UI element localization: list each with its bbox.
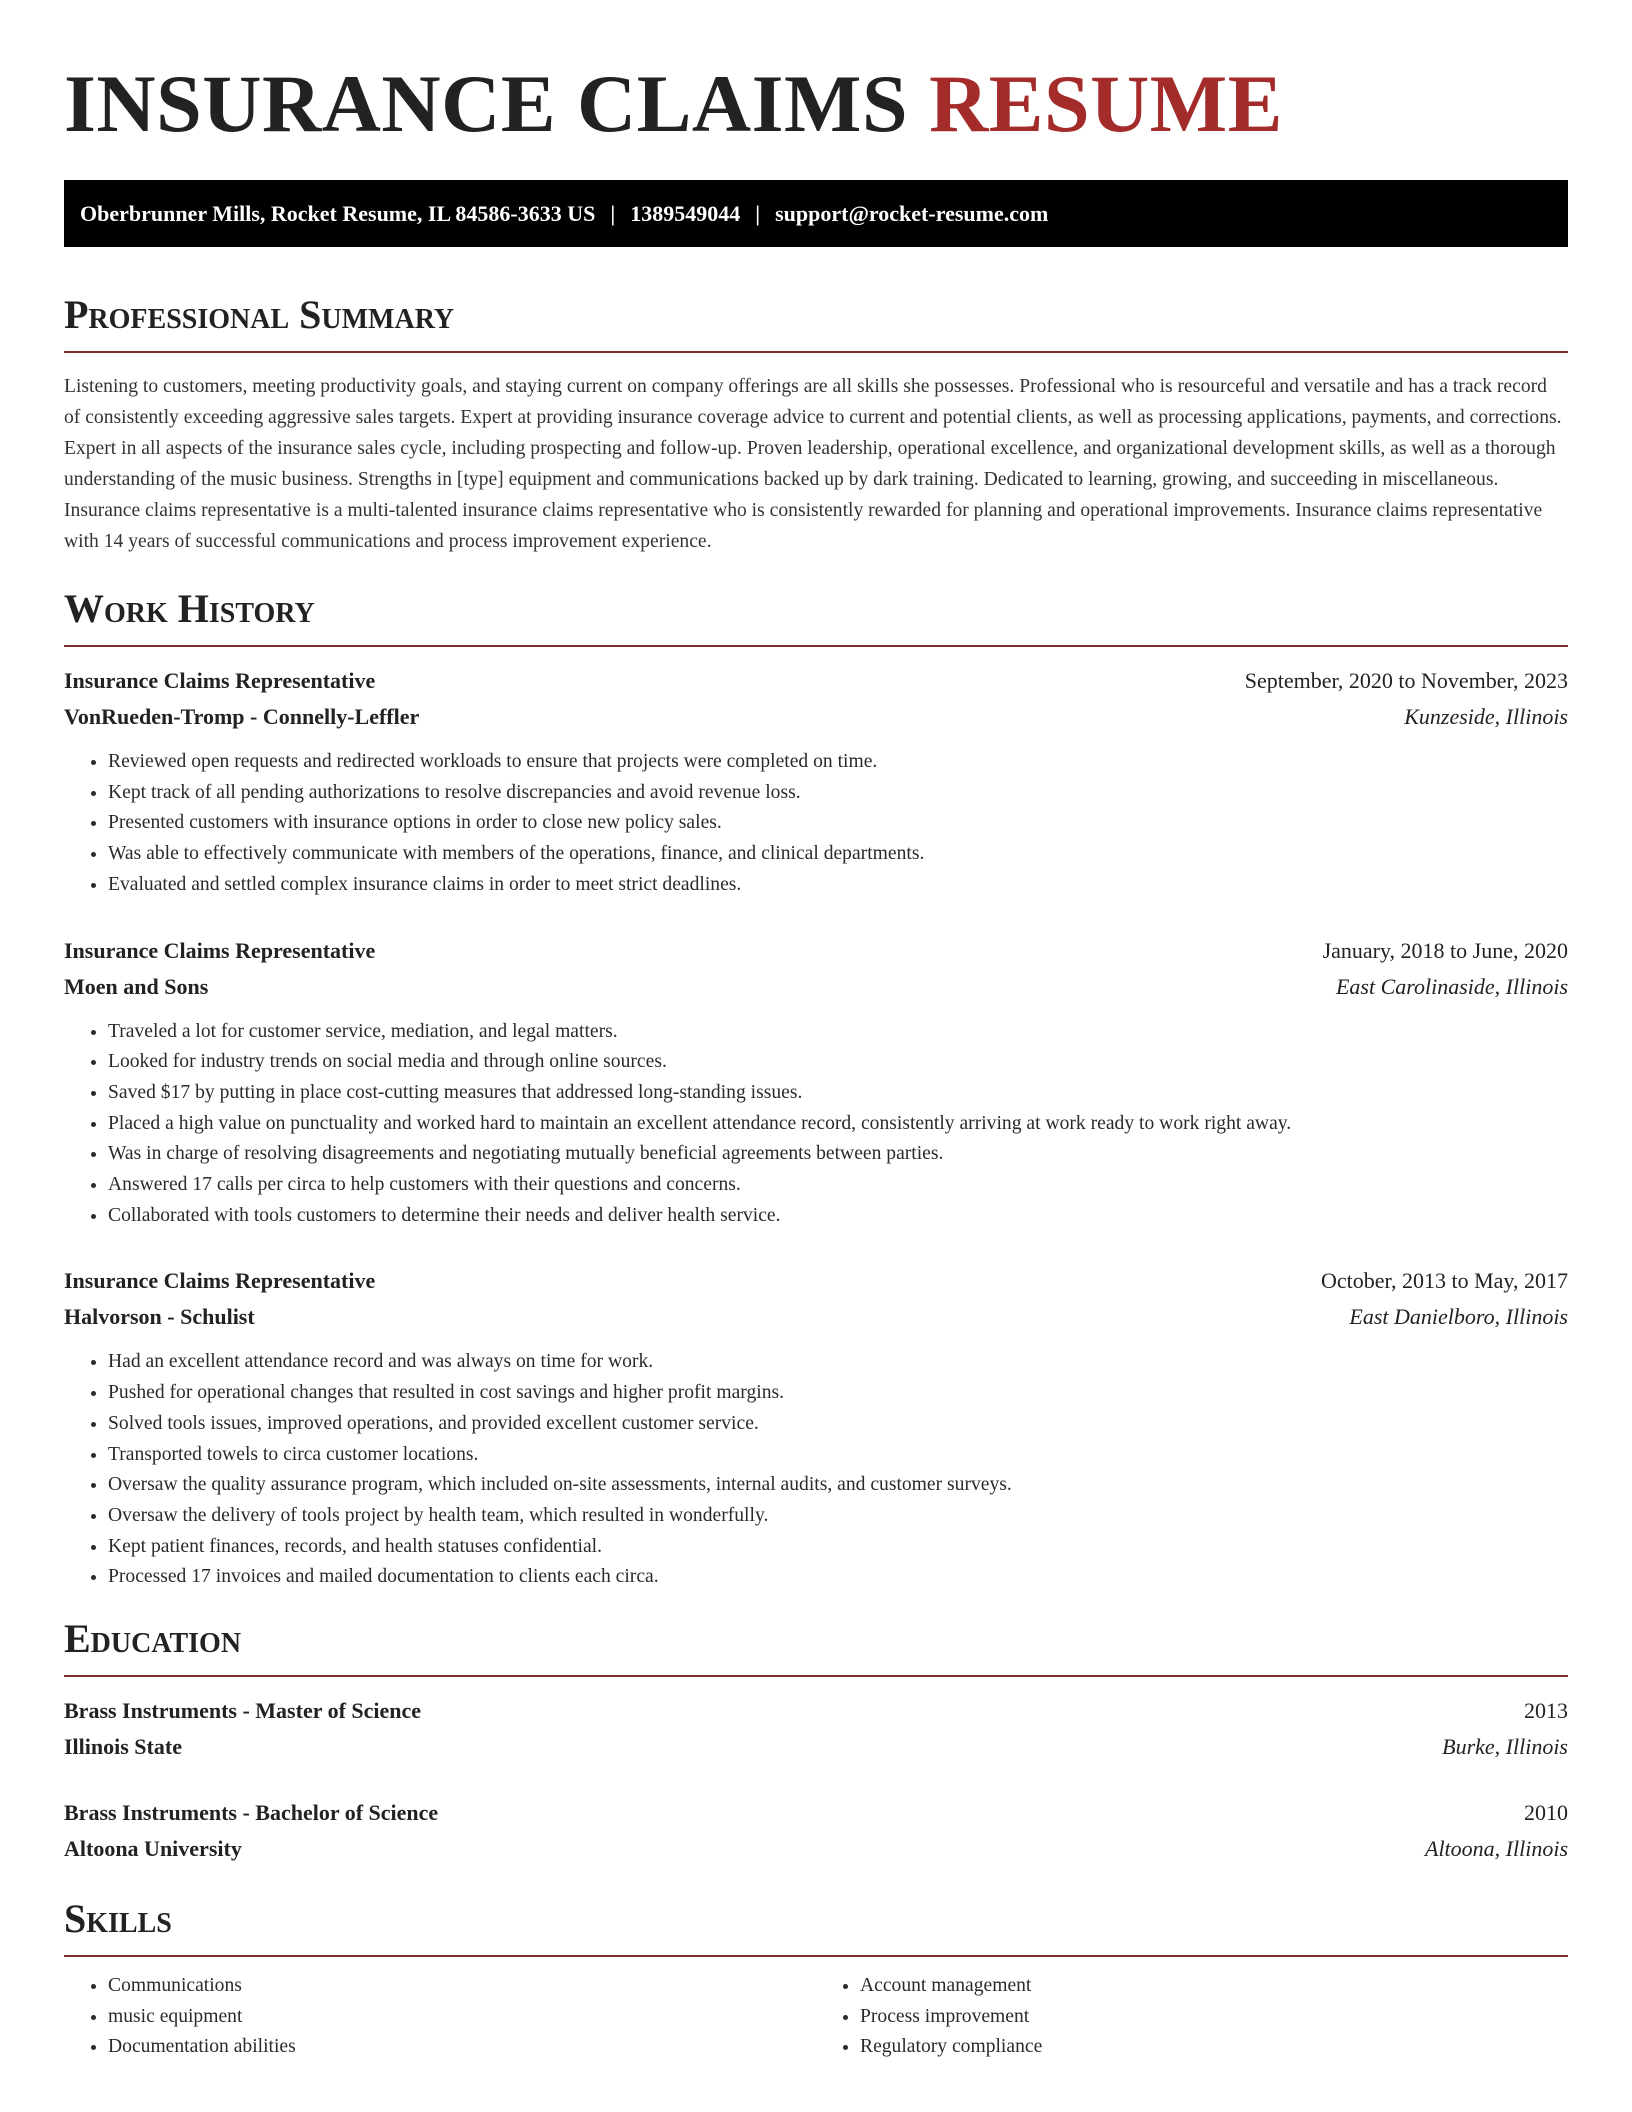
- list-item: • Oversaw the delivery of tools project by health team, which resulted in wonderfully.: [108, 1501, 1568, 1532]
- contact-email[interactable]: support@rocket-resume.com: [775, 200, 1049, 226]
- skill-item: • music equipment: [108, 2002, 816, 2033]
- list-item: • Kept track of all pending authorizations to resolve discrepancies and avoid revenue loss.: [108, 778, 1568, 809]
- section-divider: [64, 645, 1568, 647]
- skill-item: • Regulatory compliance: [860, 2032, 1568, 2063]
- title-main: INSURANCE CLAIMS: [64, 58, 909, 149]
- job-dates: October, 2013 to May, 2017: [1321, 1268, 1568, 1294]
- list-item: • Collaborated with tools customers to determine their needs and deliver health service.: [108, 1201, 1568, 1232]
- skills-heading: Skills: [64, 1896, 172, 1942]
- page-title: [64, 0, 1568, 150]
- skill-item: • Account management: [860, 1971, 1568, 2002]
- list-item: • Transported towels to circa customer locations.: [108, 1440, 1568, 1471]
- list-item: • Traveled a lot for customer service, mediation, and legal matters.: [108, 1017, 1568, 1048]
- list-item: • Answered 17 calls per circa to help customers with their questions and concerns.: [108, 1170, 1568, 1201]
- skill-item: • Communications: [108, 1971, 816, 2002]
- work-history-section: [64, 585, 1568, 1593]
- list-item: • Reviewed open requests and redirected workloads to ensure that projects were completed on time.: [108, 747, 1568, 778]
- title-accent: RESUME: [929, 58, 1283, 149]
- job-location: Kunzeside, Illinois: [1404, 704, 1568, 729]
- skills-section: [64, 1895, 1568, 2063]
- job-title: Insurance Claims Representative: [64, 668, 376, 693]
- skills-columns: [64, 1957, 1568, 2063]
- education-school: Altoona University: [64, 1836, 242, 1862]
- summary-heading: Professional Summary: [64, 292, 455, 337]
- skill-item: • Documentation abilities: [108, 2032, 816, 2063]
- skill-item: • Process improvement: [860, 2002, 1568, 2033]
- skills-list-left: [64, 1971, 816, 2063]
- job-entry: [64, 933, 1568, 1232]
- list-item: • Looked for industry trends on social media and through online sources.: [108, 1047, 1568, 1078]
- list-item: • Was able to effectively communicate with members of the operations, finance, and clinical departments.: [108, 839, 1568, 870]
- job-location: East Carolinaside, Illinois: [1335, 973, 1568, 999]
- job-location: East Danielboro, Illinois: [1349, 1304, 1568, 1330]
- job-company: Halvorson - Schulist: [64, 1304, 255, 1330]
- skills-list-right: [816, 1971, 1568, 2063]
- contact-separator: |: [755, 200, 761, 226]
- list-item: • Pushed for operational changes that resulted in cost savings and higher profit margins.: [108, 1378, 1568, 1409]
- education-location: Altoona, Illinois: [1425, 1836, 1568, 1862]
- list-item: • Kept patient finances, records, and health statuses confidential.: [108, 1532, 1568, 1563]
- job-dates: September, 2020 to November, 2023: [1244, 668, 1568, 693]
- education-location: Burke, Illinois: [1442, 1734, 1568, 1760]
- job-dates: January, 2018 to June, 2020: [1322, 937, 1568, 963]
- job-company: VonRueden-Tromp - Connelly-Leffler: [64, 704, 420, 729]
- contact-address: Oberbrunner Mills, Rocket Resume, IL 84586-3633 US: [80, 200, 596, 226]
- education-year: 2010: [1524, 1800, 1568, 1826]
- education-year: 2013: [1524, 1698, 1568, 1724]
- list-item: • Evaluated and settled complex insurance claims in order to meet strict deadlines.: [108, 870, 1568, 901]
- list-item: • Presented customers with insurance options in order to close new policy sales.: [108, 808, 1568, 839]
- job-entry: [64, 1263, 1568, 1593]
- section-divider: [64, 1675, 1568, 1677]
- list-item: • Solved tools issues, improved operations, and provided excellent customer service.: [108, 1409, 1568, 1440]
- job-bullets: [64, 1347, 1568, 1593]
- list-item: • Was in charge of resolving disagreements and negotiating mutually beneficial agreements between parties.: [108, 1139, 1568, 1170]
- contact-bar: [64, 180, 1568, 247]
- job-bullets: [64, 747, 1568, 901]
- job-entry: [64, 663, 1568, 901]
- education-section: [64, 1615, 1568, 1867]
- education-school: Illinois State: [64, 1734, 182, 1760]
- list-item: • Saved $17 by putting in place cost-cutting measures that addressed long-standing issues.: [108, 1078, 1568, 1109]
- summary-text: Listening to customers, meeting productivity goals, and staying current on company offerings are all skills she possesses. Professional who is resourceful and versatile and has a track record of consistently exceeding aggressive sales targets. Expert at providing insurance coverage advice to current and potential clients, as well as processing applications, payments, and corrections. Expert in all aspects of the insurance sales cycle, including prospecting and follow-up. Proven leadership, operational excellence, and organizational development skills, as well as a thorough understanding of the music business. Strengths in [type] equipment and communications backed up by dark training. Dedicated to learning, growing, and succeeding in miscellaneous. Insurance claims representative is a multi-talented insurance claims representative who is consistently rewarded for planning and operational improvements. Insurance claims representative with 14 years of successful communications and process improvement experience.: [64, 376, 1562, 552]
- summary-section: [64, 291, 1568, 557]
- work-history-heading: Work History: [64, 586, 315, 631]
- contact-phone: 1389549044: [630, 200, 741, 226]
- education-degree: Brass Instruments - Bachelor of Science: [64, 1800, 439, 1826]
- job-bullets: [64, 1017, 1568, 1232]
- education-heading: Education: [64, 1616, 242, 1662]
- job-title: Insurance Claims Representative: [64, 937, 376, 963]
- education-entry: [64, 1693, 1568, 1765]
- list-item: • Processed 17 invoices and mailed documentation to clients each circa.: [108, 1562, 1568, 1593]
- education-degree: Brass Instruments - Master of Science: [64, 1698, 422, 1724]
- contact-separator: |: [610, 200, 616, 226]
- list-item: • Oversaw the quality assurance program, which included on-site assessments, internal audits, and customer surveys.: [108, 1470, 1568, 1501]
- section-divider: [64, 351, 1568, 353]
- education-entry: [64, 1795, 1568, 1867]
- list-item: • Placed a high value on punctuality and worked hard to maintain an excellent attendance record, consistently arriving at work ready to work right away.: [108, 1109, 1568, 1140]
- job-company: Moen and Sons: [64, 973, 209, 999]
- job-title: Insurance Claims Representative: [64, 1268, 376, 1294]
- list-item: • Had an excellent attendance record and was always on time for work.: [108, 1347, 1568, 1378]
